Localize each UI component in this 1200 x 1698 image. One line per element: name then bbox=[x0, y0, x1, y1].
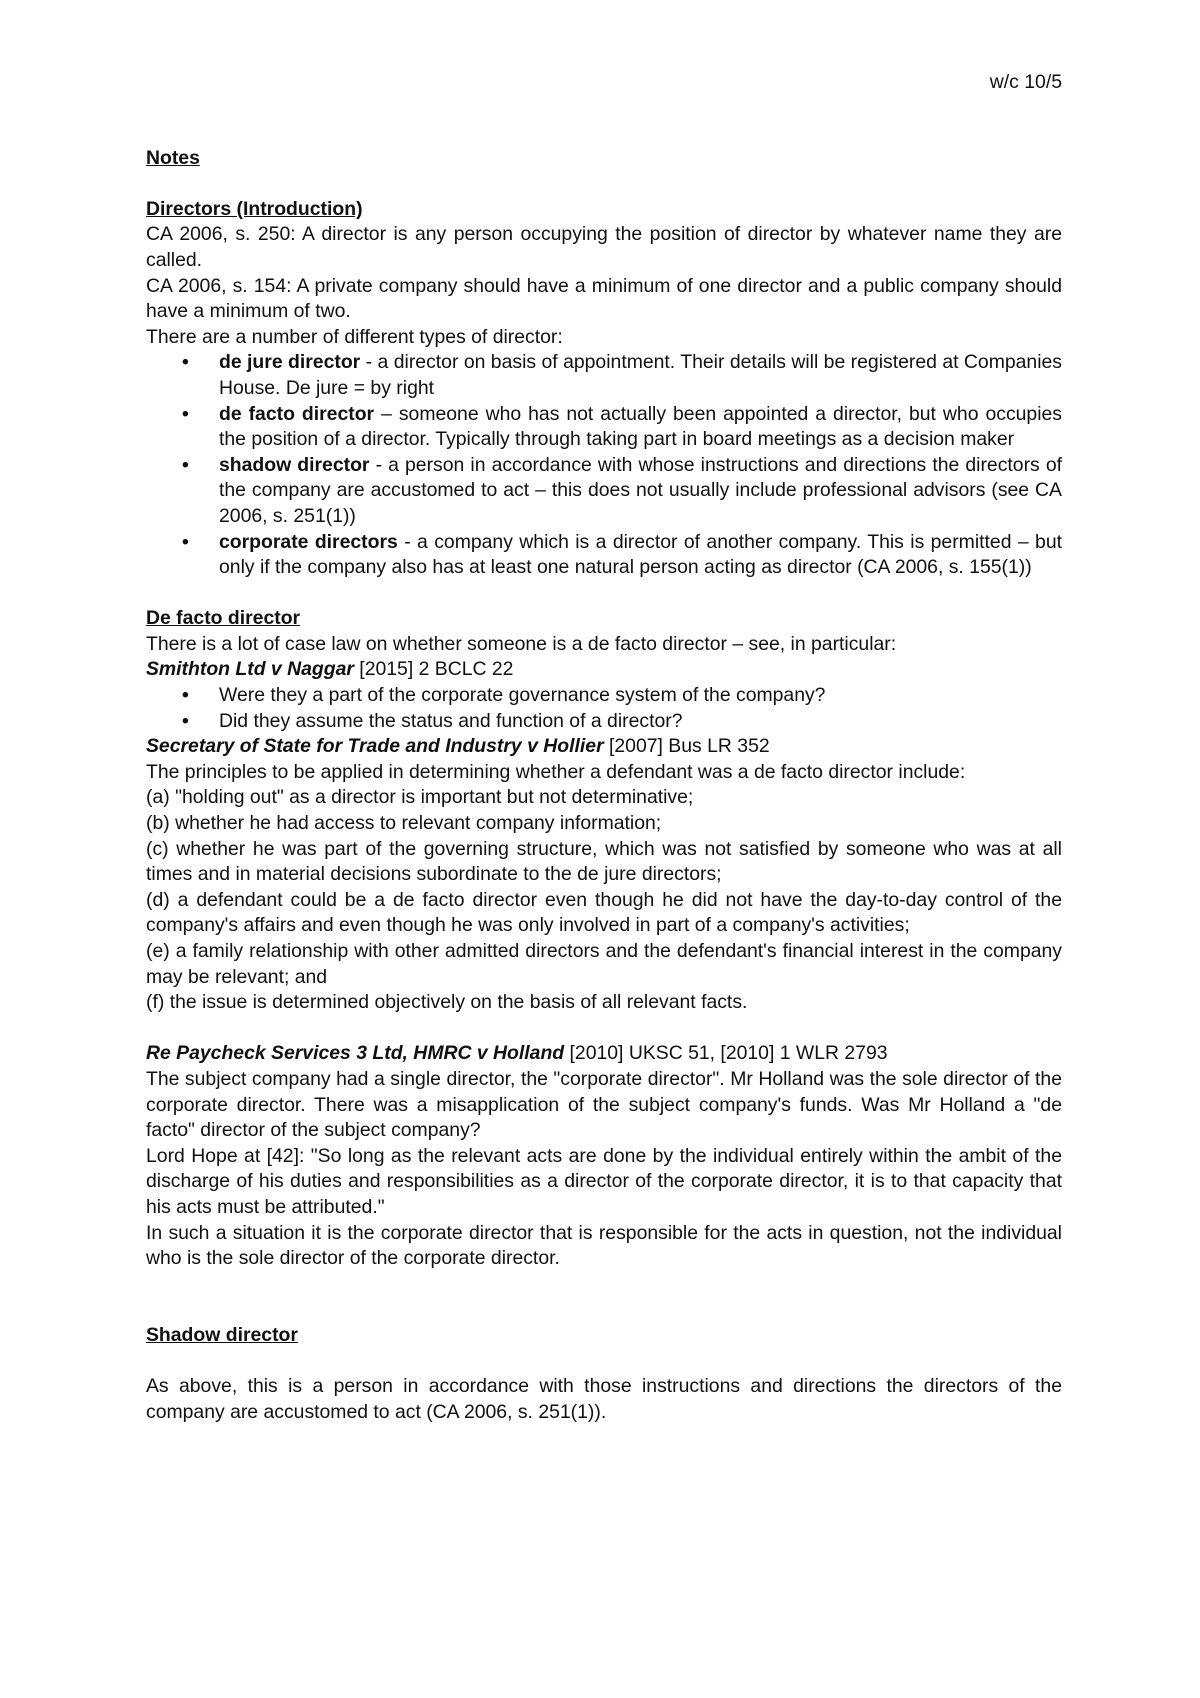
principle-item: (c) whether he was part of the governing structure, which was not satisfied by someone who was at all times and in material decisions subordinate to the de jure directors; bbox=[146, 837, 1062, 886]
principle-item: (d) a defendant could be a de facto director even though he did not have the day-to-day control of the company's affairs and even though he was only involved in part of a company's activities; bbox=[146, 888, 1062, 937]
shadow-heading: Shadow director bbox=[146, 1323, 298, 1346]
principle-item: (b) whether he had access to relevant company information; bbox=[146, 812, 662, 835]
principle-item: (e) a family relationship with other admitted directors and the defendant's financial interest in the company may be relevant; and bbox=[146, 940, 1062, 988]
intro-heading: Directors (Introduction) bbox=[146, 197, 363, 220]
intro-paragraph-3: There are a number of different types of director: bbox=[146, 325, 563, 348]
defacto-paragraph-3: The subject company had a single director, the "corporate director". Mr Holland was the sole director of the corporate director. There was a misapplication of the subject company's funds. Was Mr Holland a "de facto" director of the subject company? bbox=[146, 1067, 1062, 1142]
list-item: • de facto director – someone who has not actually been appointed a director, but who occupies the position of a director. Typically through taking part in board meetings as a decision maker bbox=[146, 402, 1062, 453]
defacto-paragraph-5: In such a situation it is the corporate director that is responsible for the acts in question, not the individual who is the sole director of the corporate director. bbox=[146, 1221, 1062, 1270]
defacto-paragraph-1: There is a lot of case law on whether someone is a de facto director – see, in particular: bbox=[146, 632, 897, 655]
list-item: • Were they a part of the corporate governance system of the company? bbox=[146, 683, 1062, 709]
notes-title: Notes bbox=[146, 146, 200, 169]
defacto-paragraph-4: Lord Hope at [42]: "So long as the relevant acts are done by the individual entirely within the ambit of the discharge of his duties and responsibilities as a director of the corporate director, it is to that capacity that his acts must be attributed." bbox=[146, 1144, 1062, 1218]
intro-paragraph-1: CA 2006, s. 250: A director is any person occupying the position of director by whatever name they are called. bbox=[146, 223, 1062, 271]
defacto-paragraph-2: The principles to be applied in determining whether a defendant was a de facto director include: bbox=[146, 760, 966, 783]
list-item: • Did they assume the status and function of a director? bbox=[146, 709, 1062, 735]
intro-paragraph-2: CA 2006, s. 154: A private company should have a minimum of one director and a public company should have a minimum of two. bbox=[146, 274, 1062, 323]
principle-item: (f) the issue is determined objectively on the basis of all relevant facts. bbox=[146, 991, 748, 1014]
shadow-paragraph-1: As above, this is a person in accordance with those instructions and directions the directors of the company are accustomed to act (CA 2006, s. 251(1)). bbox=[146, 1374, 1062, 1423]
page-header-date: w/c 10/5 bbox=[989, 71, 1062, 93]
list-item: • corporate directors - a company which is a director of another company. This is permitted – but only if the company also has at least one natural person acting as director (CA 2006, s. 155(1)) bbox=[146, 530, 1062, 581]
director-types-list bbox=[146, 350, 1062, 580]
list-item: • shadow director - a person in accordance with whose instructions and directions the directors of the company are accustomed to act – this does not usually include professional advisors (see CA 2006, s. 251(1)) bbox=[146, 453, 1062, 530]
defacto-heading: De facto director bbox=[146, 607, 301, 630]
principle-item: (a) "holding out" as a director is important but not determinative; bbox=[146, 786, 694, 809]
case-citation: Secretary of State for Trade and Industry v Hollier [2007] Bus LR 352 bbox=[146, 735, 770, 758]
case-citation: Smithton Ltd v Naggar [2015] 2 BCLC 22 bbox=[146, 658, 514, 681]
case-citation: Re Paycheck Services 3 Ltd, HMRC v Holland [2010] UKSC 51, [2010] 1 WLR 2793 bbox=[146, 1042, 888, 1065]
list-item: • de jure director - a director on basis of appointment. Their details will be registered at Companies House. De jure = by right bbox=[146, 350, 1062, 401]
smithton-questions-list bbox=[146, 683, 1062, 734]
